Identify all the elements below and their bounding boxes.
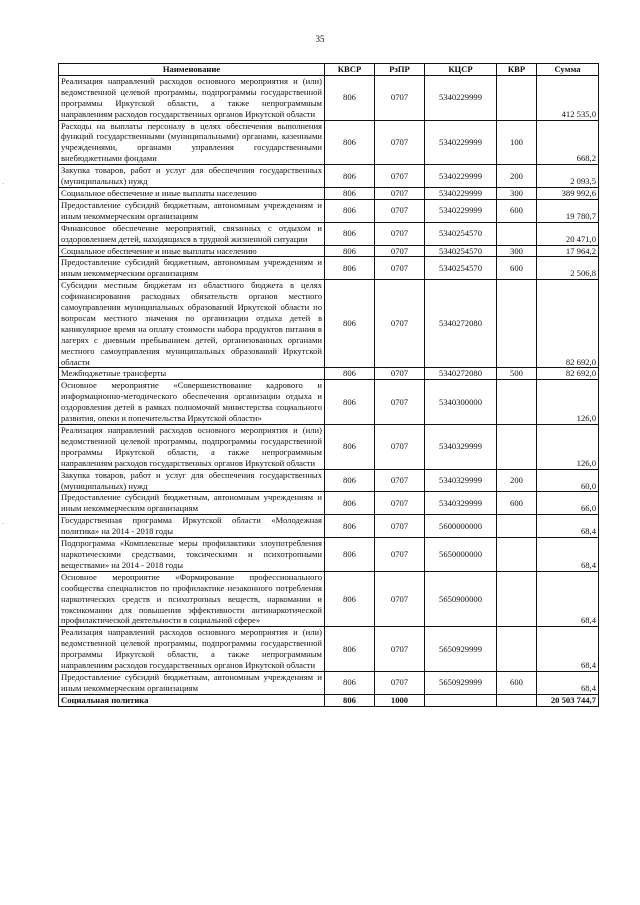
table-row xyxy=(59,245,599,257)
cell-rzpr: 0707 xyxy=(375,380,425,425)
cell-kvsr: 806 xyxy=(325,120,375,165)
table-row xyxy=(59,571,599,627)
cell-rzpr: 0707 xyxy=(375,627,425,672)
cell-name: Предоставление субсидий бюджетным, автономным учреждениям и иным некоммерческим организациям xyxy=(59,257,325,280)
cell-name: Расходы на выплаты персоналу в целях обеспечения выполнения функций государственными (муниципальными) органами, казенными учреждениями, органами управления государственными внебюджетными фондами xyxy=(59,120,325,165)
cell-kcsr: 5340229999 xyxy=(425,187,497,199)
cell-kcsr: 5340229999 xyxy=(425,75,497,120)
cell-kvsr: 806 xyxy=(325,368,375,380)
cell-kvr: 600 xyxy=(497,492,537,515)
cell-kvr xyxy=(497,538,537,572)
cell-kvr: 300 xyxy=(497,187,537,199)
header-rzpr: РзПР xyxy=(375,64,425,76)
cell-kvr xyxy=(497,627,537,672)
scan-edge-mark: · xyxy=(2,180,5,188)
cell-kvr: 200 xyxy=(497,469,537,492)
cell-kcsr: 5340272080 xyxy=(425,280,497,368)
cell-kcsr: 5340254570 xyxy=(425,245,497,257)
cell-kvsr: 806 xyxy=(325,627,375,672)
cell-kcsr: 5340254570 xyxy=(425,222,497,245)
cell-sum: 412 535,0 xyxy=(537,75,599,120)
cell-name: Социальное обеспечение и иные выплаты населению xyxy=(59,187,325,199)
cell-sum: 66,0 xyxy=(537,492,599,515)
cell-rzpr: 0707 xyxy=(375,75,425,120)
cell-kvsr: 806 xyxy=(325,380,375,425)
cell-rzpr: 1000 xyxy=(375,694,425,706)
cell-kcsr: 5340329999 xyxy=(425,469,497,492)
cell-kcsr: 5340329999 xyxy=(425,492,497,515)
table-row xyxy=(59,257,599,280)
cell-sum: 126,0 xyxy=(537,380,599,425)
cell-name: Реализация направлений расходов основного мероприятия и (или) ведомственной целевой программы, подпрограммы государственной программы Иркутской области, а также непрограммным направлениям расходов государственных органов Иркутской области xyxy=(59,425,325,470)
cell-rzpr: 0707 xyxy=(375,671,425,694)
cell-sum: 68,4 xyxy=(537,538,599,572)
header-kvsr: КВСР xyxy=(325,64,375,76)
cell-name: Подпрограмма «Комплексные меры профилактики злоупотребления наркотическими средствами, токсическими и психотропными веществами» на 2014 - 2018 годы xyxy=(59,538,325,572)
page-number: 35 xyxy=(315,34,325,44)
table-row xyxy=(59,469,599,492)
cell-kcsr: 5340229999 xyxy=(425,120,497,165)
cell-name: Межбюджетные трансферты xyxy=(59,368,325,380)
cell-kcsr: 5600000000 xyxy=(425,515,497,538)
cell-sum: 2 506,8 xyxy=(537,257,599,280)
table-row xyxy=(59,380,599,425)
cell-sum: 82 692,0 xyxy=(537,280,599,368)
table-row xyxy=(59,492,599,515)
cell-sum: 668,2 xyxy=(537,120,599,165)
scan-edge-mark: · xyxy=(2,520,5,528)
table-row xyxy=(59,515,599,538)
cell-kcsr: 5340229999 xyxy=(425,199,497,222)
cell-sum: 2 093,5 xyxy=(537,165,599,188)
cell-kvsr: 806 xyxy=(325,280,375,368)
cell-sum: 389 992,6 xyxy=(537,187,599,199)
cell-rzpr: 0707 xyxy=(375,165,425,188)
cell-kvr: 100 xyxy=(497,120,537,165)
cell-rzpr: 0707 xyxy=(375,538,425,572)
cell-rzpr: 0707 xyxy=(375,492,425,515)
cell-kvr: 600 xyxy=(497,257,537,280)
cell-kcsr: 5650929999 xyxy=(425,627,497,672)
cell-kvr xyxy=(497,515,537,538)
cell-name: Субсидии местным бюджетам из областного бюджета в целях софинансирования расходных обязательств органов местного самоуправления муниципальных образований Иркутской области по вопросам местного значения по организации отдыха детей в каникулярное время на оплату стоимости набора продуктов питания в лагерях с дневным пребыванием детей, организованных органами местного самоуправления муниципальных образований Иркутской области xyxy=(59,280,325,368)
cell-sum: 82 692,0 xyxy=(537,368,599,380)
table-row xyxy=(59,222,599,245)
cell-kvsr: 806 xyxy=(325,245,375,257)
cell-kvr: 600 xyxy=(497,199,537,222)
table-row xyxy=(59,425,599,470)
table-row xyxy=(59,187,599,199)
cell-kcsr xyxy=(425,694,497,706)
cell-kvsr: 806 xyxy=(325,257,375,280)
cell-name: Социальная политика xyxy=(59,694,325,706)
cell-kcsr: 5650929999 xyxy=(425,671,497,694)
cell-kvsr: 806 xyxy=(325,671,375,694)
table-row xyxy=(59,627,599,672)
cell-kvr xyxy=(497,222,537,245)
cell-name: Основное мероприятие «Формирование профессионального сообщества специалистов по профилактике незаконного потребления наркотических средств и психотропных веществ, наркомании и токсикомании для повышения эффективности антинаркотической профилактической деятельности в социальной сфере» xyxy=(59,571,325,627)
cell-kvsr: 806 xyxy=(325,469,375,492)
cell-rzpr: 0707 xyxy=(375,199,425,222)
cell-sum: 20 503 744,7 xyxy=(537,694,599,706)
cell-kvsr: 806 xyxy=(325,187,375,199)
cell-kvsr: 806 xyxy=(325,222,375,245)
cell-rzpr: 0707 xyxy=(375,280,425,368)
cell-rzpr: 0707 xyxy=(375,222,425,245)
cell-name: Предоставление субсидий бюджетным, автономным учреждениям и иным некоммерческим организациям xyxy=(59,492,325,515)
cell-kcsr: 5340272080 xyxy=(425,368,497,380)
cell-kvr xyxy=(497,380,537,425)
cell-kcsr: 5650900000 xyxy=(425,571,497,627)
table-row xyxy=(59,280,599,368)
cell-name: Предоставление субсидий бюджетным, автономным учреждениям и иным некоммерческим организациям xyxy=(59,199,325,222)
cell-kcsr: 5340254570 xyxy=(425,257,497,280)
header-name: Наименование xyxy=(59,64,325,76)
cell-kvr xyxy=(497,694,537,706)
cell-kvr: 600 xyxy=(497,671,537,694)
cell-rzpr: 0707 xyxy=(375,425,425,470)
cell-sum: 68,4 xyxy=(537,515,599,538)
cell-kvsr: 806 xyxy=(325,492,375,515)
cell-rzpr: 0707 xyxy=(375,515,425,538)
cell-rzpr: 0707 xyxy=(375,571,425,627)
cell-name: Реализация направлений расходов основного мероприятия и (или) ведомственной целевой программы, подпрограммы государственной программы Иркутской области, а также непрограммным направлениям расходов государственных органов Иркутской области xyxy=(59,75,325,120)
cell-name: Закупка товаров, работ и услуг для обеспечения государственных (муниципальных) нужд xyxy=(59,165,325,188)
cell-kcsr: 5340329999 xyxy=(425,425,497,470)
cell-kvr xyxy=(497,425,537,470)
header-sum: Сумма xyxy=(537,64,599,76)
cell-kvsr: 806 xyxy=(325,199,375,222)
cell-rzpr: 0707 xyxy=(375,187,425,199)
cell-kvr xyxy=(497,571,537,627)
table-header-row xyxy=(59,64,599,76)
cell-kvsr: 806 xyxy=(325,538,375,572)
cell-name: Реализация направлений расходов основного мероприятия и (или) ведомственной целевой программы, подпрограммы государственной программы Иркутской области, а также непрограммным направлениям расходов государственных органов Иркутской области xyxy=(59,627,325,672)
table-row xyxy=(59,165,599,188)
cell-kvsr: 806 xyxy=(325,515,375,538)
cell-kvr xyxy=(497,280,537,368)
cell-kvsr: 806 xyxy=(325,571,375,627)
budget-table xyxy=(58,63,599,707)
table-row xyxy=(59,671,599,694)
table-row xyxy=(59,538,599,572)
cell-kvr: 300 xyxy=(497,245,537,257)
cell-sum: 68,4 xyxy=(537,627,599,672)
cell-sum: 17 964,2 xyxy=(537,245,599,257)
header-kcsr: КЦСР xyxy=(425,64,497,76)
cell-kvr: 200 xyxy=(497,165,537,188)
cell-name: Государственная программа Иркутской области «Молодежная политика» на 2014 - 2018 годы xyxy=(59,515,325,538)
cell-kcsr: 5340300000 xyxy=(425,380,497,425)
cell-sum: 60,0 xyxy=(537,469,599,492)
cell-kvsr: 806 xyxy=(325,75,375,120)
cell-rzpr: 0707 xyxy=(375,368,425,380)
table-row xyxy=(59,199,599,222)
cell-name: Социальное обеспечение и иные выплаты населению xyxy=(59,245,325,257)
cell-name: Предоставление субсидий бюджетным, автономным учреждениям и иным некоммерческим организациям xyxy=(59,671,325,694)
cell-sum: 68,4 xyxy=(537,571,599,627)
header-kvr: КВР xyxy=(497,64,537,76)
cell-kvsr: 806 xyxy=(325,165,375,188)
cell-kcsr: 5650000000 xyxy=(425,538,497,572)
cell-kvsr: 806 xyxy=(325,694,375,706)
cell-sum: 20 471,0 xyxy=(537,222,599,245)
cell-sum: 68,4 xyxy=(537,671,599,694)
cell-kcsr: 5340229999 xyxy=(425,165,497,188)
cell-kvr xyxy=(497,75,537,120)
table-row xyxy=(59,120,599,165)
cell-kvr: 500 xyxy=(497,368,537,380)
cell-rzpr: 0707 xyxy=(375,120,425,165)
cell-rzpr: 0707 xyxy=(375,257,425,280)
cell-name: Финансовое обеспечение мероприятий, связанных с отдыхом и оздоровлением детей, находящихся в трудной жизненной ситуации xyxy=(59,222,325,245)
table-row xyxy=(59,368,599,380)
cell-name: Основное мероприятие «Совершенствование кадрового и информационно-методического обеспечения организации отдыха и оздоровления детей в рамках полномочий министерства социального развития, опеки и попечительства Иркутской области» xyxy=(59,380,325,425)
table-row xyxy=(59,75,599,120)
cell-rzpr: 0707 xyxy=(375,245,425,257)
cell-sum: 126,0 xyxy=(537,425,599,470)
table-row xyxy=(59,694,599,706)
cell-name: Закупка товаров, работ и услуг для обеспечения государственных (муниципальных) нужд xyxy=(59,469,325,492)
cell-rzpr: 0707 xyxy=(375,469,425,492)
cell-kvsr: 806 xyxy=(325,425,375,470)
cell-sum: 19 780,7 xyxy=(537,199,599,222)
